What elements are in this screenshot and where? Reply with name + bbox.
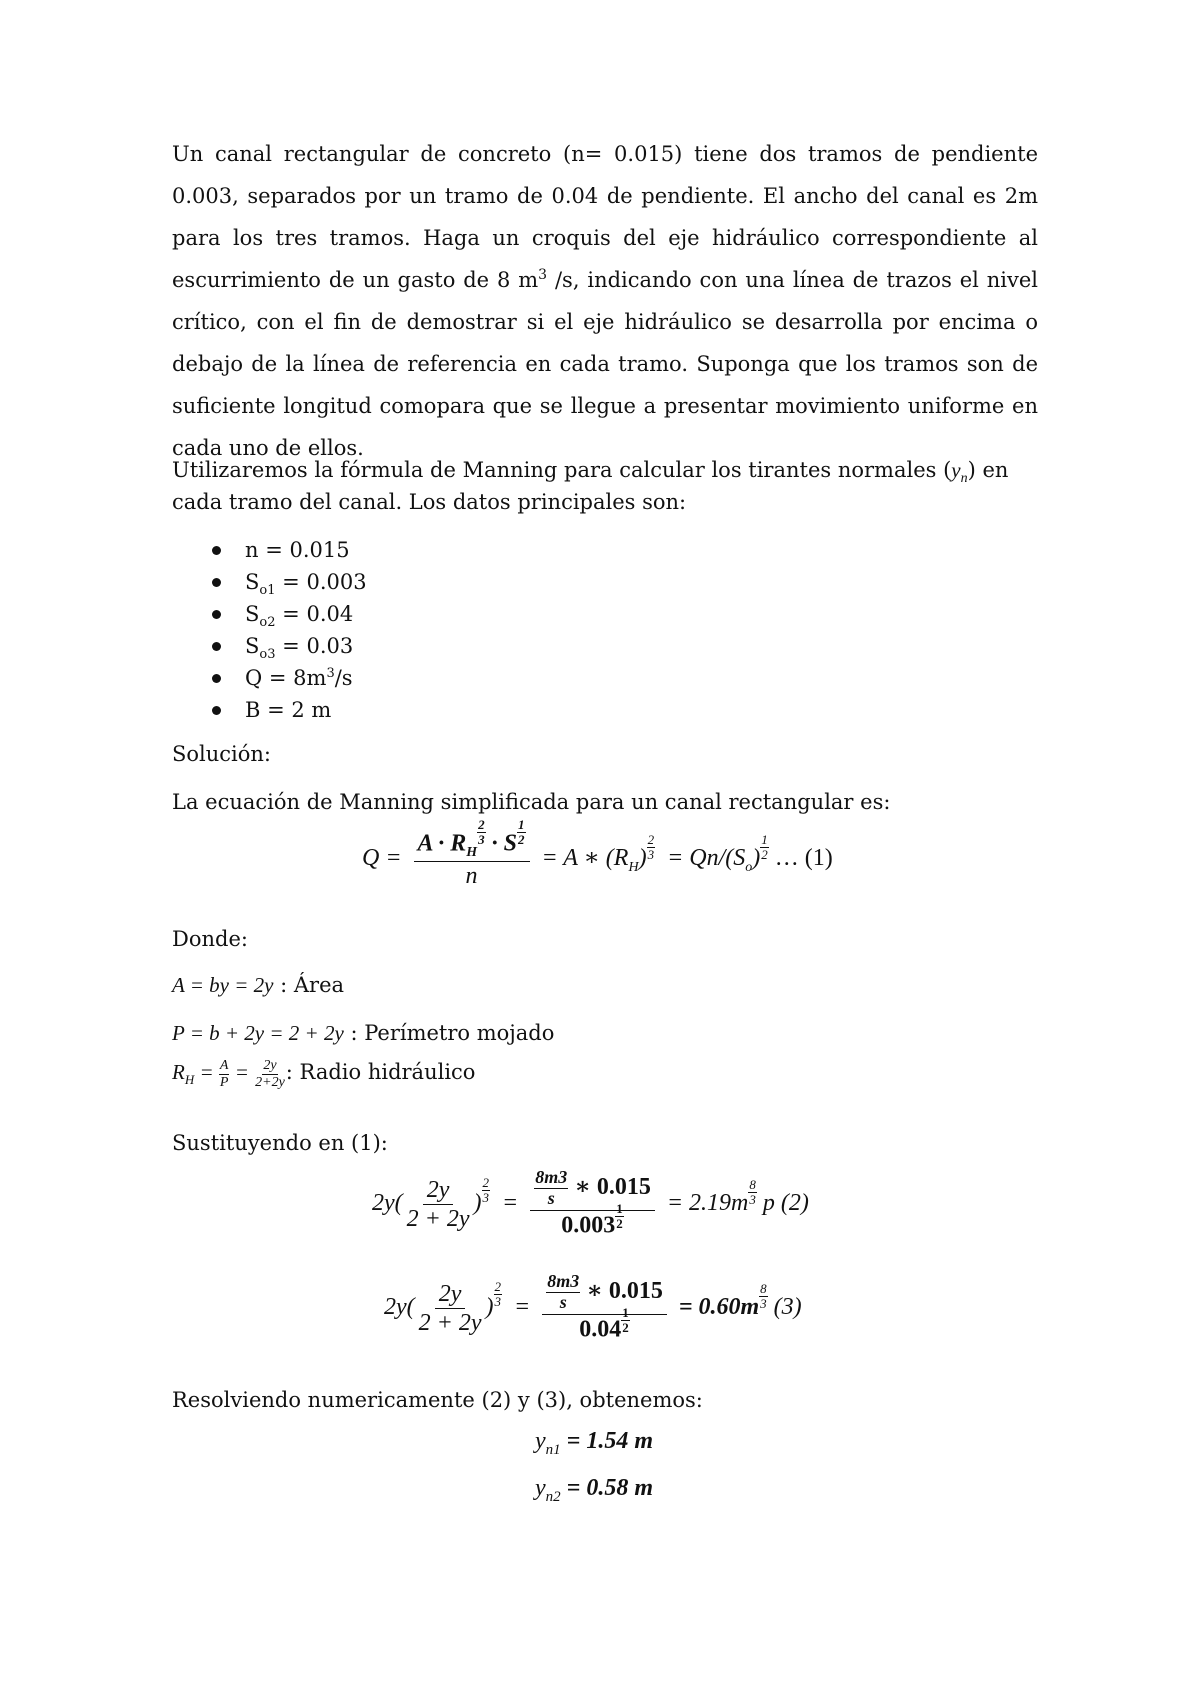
solution-heading: Solución: [172, 742, 271, 766]
problem-sup: 3 [538, 267, 548, 283]
list-item: $S_{o2} = 0.04$ [245, 598, 367, 630]
intro-before: Utilizaremos la fórmula de Manning para calcular los tirantes normales ( [172, 458, 952, 482]
intro-paragraph [172, 454, 1032, 518]
equation-2: 2y( $\frac{2y}{2 + 2y}$ ) $\frac{2}{3}$ = $\frac{8m3}{s}$ ∗ 0.015 0.003 $\frac{1}{2}$ = 2.19m $\frac{8}{3}$ p (2) [372, 1167, 809, 1238]
list-item: n = 0.015 [245, 534, 367, 566]
problem-statement [172, 133, 1038, 469]
manning-intro: La ecuación de Manning simplificada para un canal rectangular es: [172, 790, 891, 814]
intro-after: ) en cada tramo del canal. Los datos principales son: [172, 458, 1009, 514]
list-item: $S_{o3} = 0.03$ [245, 630, 367, 662]
problem-text: Un canal rectangular de concreto (n= 0.015) tiene dos tramos de pendiente 0.003, separados por un tramo de 0.04 de pendiente. El ancho del canal es 2m para los tres tramos. Haga un croquis del eje hidráulico correspondiente al escurrimiento de un gasto de 8 m [172, 142, 1038, 292]
sustituyendo-label: Sustituyendo en (1): [172, 1131, 388, 1155]
equation-1: Q = $A \cdot R_H$ $\frac{2}{3}$ · S $\frac{1}{2}$ n = A ∗ $(R_H)$ $\frac{2}{3}$ = $Qn/(S_o)$ $\frac{1}{2}$ … (1) [362, 817, 833, 889]
equation-3: 2y( $\frac{2y}{2 + 2y}$ ) $\frac{2}{3}$ = $\frac{8m3}{s}$ ∗ 0.015 0.04 $\frac{1}{2}$ = 0.60m $\frac{8}{3}$ (3) [384, 1271, 802, 1342]
result-yn1: $y_{n1} = 1.54$ m [535, 1428, 653, 1458]
intro-var: $y_n$ [951, 458, 968, 487]
definition-perimeter: P = b + 2y = 2 + 2y : Perímetro mojado [172, 1021, 555, 1045]
list-item: $Q = 8m^3/s$ [245, 662, 367, 694]
definition-area: A = by = 2y : Área [172, 973, 345, 997]
list-item: $S_{o1} = 0.003$ [245, 566, 367, 598]
result-yn2: $y_{n2} = 0.58$ m [535, 1475, 653, 1505]
problem-text-after: /s, indicando con una línea de trazos el nivel crítico, con el fin de demostrar si el eje hidráulico se desarrolla por encima o debajo de la línea de referencia en cada tramo. Suponga que los tramos son de suficiente longitud comopara que se llegue a presentar movimiento uniforme en cada uno de ellos. [172, 268, 1039, 460]
definition-rh: $R_H$ = $\frac{A}{P}$ = $\frac{2y}{2+2y}$ : Radio hidráulico [172, 1058, 476, 1090]
resolviendo-label: Resolviendo numericamente (2) y (3), obtenemos: [172, 1388, 703, 1412]
data-list [245, 534, 367, 726]
donde-label: Donde: [172, 927, 248, 951]
list-item: B = 2 m [245, 694, 367, 726]
